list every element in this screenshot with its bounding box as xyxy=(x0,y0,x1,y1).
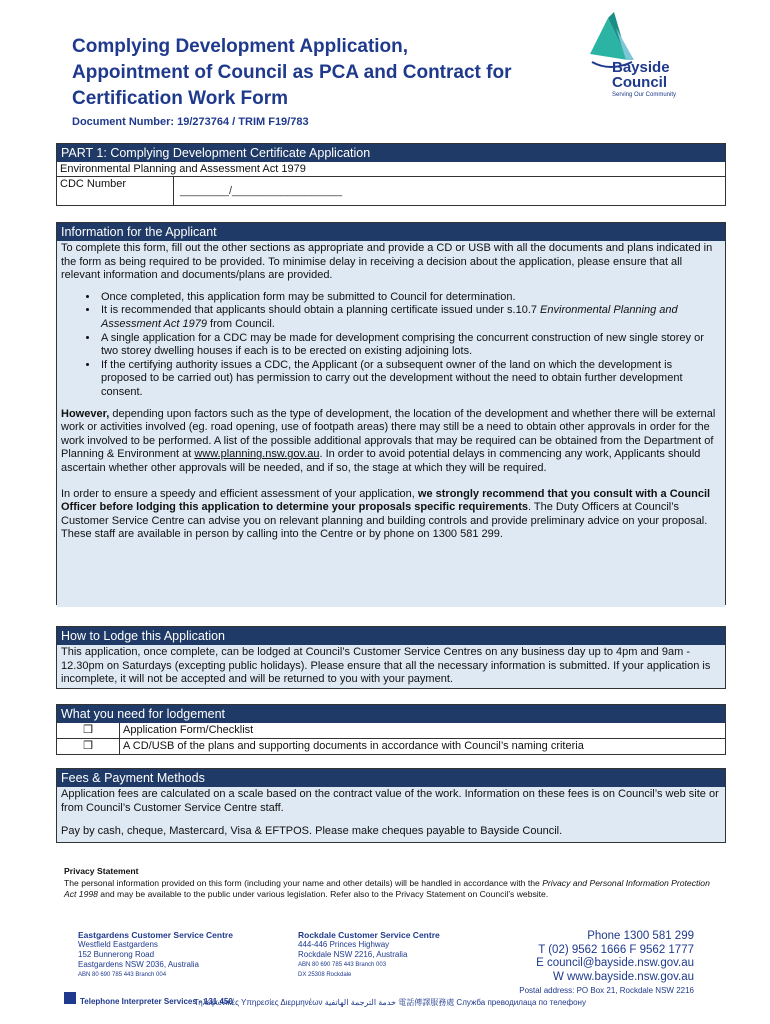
applicant-info-heading: Information for the Applicant xyxy=(57,223,725,241)
planning-link[interactable]: www.planning.nsw.gov.au xyxy=(194,448,320,461)
item-cd-usb: A CD/USB of the plans and supporting documents in accordance with Council’s naming criteria xyxy=(123,740,584,752)
privacy-heading: Privacy Statement xyxy=(64,866,139,876)
list-item: • A single application for a CDC may be made for development comprising the concurrent construction of new single storey or two storey dwelling houses if each is to be erected on existing adjoining lots. xyxy=(99,332,721,359)
fees-section xyxy=(56,768,726,843)
web-link[interactable]: W www.bayside.nsw.gov.au xyxy=(552,970,694,983)
list-item: • Once completed, this application form may be submitted to Council for determination. xyxy=(99,291,721,305)
checkbox-cd-usb[interactable]: ❒ xyxy=(57,739,120,754)
contact-details xyxy=(506,930,694,998)
checkbox-application-form[interactable]: ❒ xyxy=(57,723,120,738)
tel-fax: T (02) 9562 1666 F 9562 1777 xyxy=(538,943,694,956)
fees-heading: Fees & Payment Methods xyxy=(57,769,725,787)
logo-wordmark xyxy=(612,60,670,90)
logo-tagline: Serving Our Community xyxy=(612,92,677,98)
postal-address: Postal address: PO Box 21, Rockdale NSW 2216 xyxy=(519,986,694,995)
privacy-statement: Privacy Statement The personal information provided on this form (including your name and other details) will be handled in accordance with the Privacy and Personal Information Protection Act 1998 and may be available to the public under various legislation. Refer also to the Privacy Statement on Council’s website. xyxy=(64,866,710,899)
title-line-2: Appointment of Council as PCA and Contract for xyxy=(72,62,512,83)
interpreter-services: Telephone Interpreter Services - 131 450 xyxy=(80,997,233,1006)
part1-heading: PART 1: Complying Development Certificate Application xyxy=(57,144,725,162)
part1-section xyxy=(56,143,726,206)
logo-name-2: Council xyxy=(612,74,667,91)
bullet-list xyxy=(61,291,721,400)
list-item: • If the certifying authority issues a CDC, the Applicant (or a subsequent owner of the land on which the development is proposed to be carried out) has permission to carry out the development without the need to obtain further development consent. xyxy=(99,359,721,400)
interpreter-icon xyxy=(64,992,76,1004)
logo-name-1: Bayside xyxy=(612,59,670,76)
rockdale-address: Rockdale Customer Service Centre 444-446 Princes Highway Rockdale NSW 2216, Australia ABN 80 690 785 443 Branch 003 DX 25308 Rockdale xyxy=(298,930,440,978)
email-link[interactable]: E council@bayside.nsw.gov.au xyxy=(536,957,694,969)
cdc-number-field[interactable]: ________/__________________ xyxy=(180,185,343,197)
intro-paragraph: To complete this form, fill out the other sections as appropriate and provide a CD or USB with all the documents and plans indicated in the form as being required to be provided. To minimise delay in receiving a decision about the application, please ensure that all relevant information and documents/plans are provided. xyxy=(61,242,713,282)
lodgement-heading: What you need for lodgement xyxy=(57,705,725,723)
interpreter-languages: Τηλεφωνικές Υπηρεσίες Διερμηνέων خدمة الترجمة الهاتفية 電話傳譯服務處 Служба преводилаца по телефону xyxy=(194,998,586,1007)
payment-text: Pay by cash, cheque, Mastercard, Visa & EFTPOS. Please make cheques payable to Bayside Council. xyxy=(61,825,563,838)
applicant-info-section xyxy=(56,222,726,605)
lodgement-section xyxy=(56,704,726,755)
lodge-heading: How to Lodge this Application xyxy=(57,627,725,645)
consult-paragraph: In order to ensure a speedy and efficient assessment of your application, we strongly recommend that you consult with a Council Officer before lodging this application to determine your proposals specific requirements. The Duty Officers at Council’s Customer Service Centre can advise you on relevant planning and building controls and provide preliminary advice on your proposal. These staff are available in person by calling into the Centre or by phone on 1300 581 299. xyxy=(61,487,711,541)
act-name: Environmental Planning and Assessment Act 1979 xyxy=(60,163,306,175)
list-item: • It is recommended that applicants should obtain a planning certificate issued under s.10.7 Environmental Planning and Assessment Act 1979 from Council. xyxy=(99,304,721,331)
title-line-3: Certification Work Form xyxy=(72,88,289,109)
lodge-text: This application, once complete, can be lodged at Council’s Customer Service Centres on any business day up to 4pm and 9am - 12.30pm on Saturdays (excepting public holidays). Please ensure that all the necessary information is submitted. If your application is incomplete, it will not be accepted and will be returned to you with your payment. xyxy=(61,646,711,686)
approvals-paragraph: However, depending upon factors such as the type of development, the location of the development and whether there will be external work or activities involved (eg. road opening, use of footpath areas) there may still be a need to obtain other approvals in order for the work involved to be performed. A list of the possible additional approvals that may be required can be obtained from the Department of Planning & Environment at www.planning.nsw.gov.au. In order to avoid potential delays in commencing any work, Applicants should ascertain whether other approvals will be needed, and if so, the stage at which they will be required. xyxy=(61,407,716,474)
title-line-1: Complying Development Application, xyxy=(72,36,409,57)
cdc-number-label: CDC Number xyxy=(57,177,174,205)
item-application-form: Application Form/Checklist xyxy=(123,724,254,736)
phone: Phone 1300 581 299 xyxy=(587,930,694,942)
eastgardens-address: Eastgardens Customer Service Centre Westfield Eastgardens 152 Bunnerong Road Eastgardens NSW 2036, Australia ABN 80 690 785 443 Branch 004 xyxy=(78,930,233,978)
fees-text: Application fees are calculated on a scale based on the contract value of the work. Information on these fees is on Council’s web site or from Council’s Customer Service Centre staff. xyxy=(61,788,719,814)
page-title xyxy=(72,34,572,112)
lodge-section xyxy=(56,626,726,689)
document-number: Document Number: 19/273764 / TRIM F19/783 xyxy=(72,116,309,128)
